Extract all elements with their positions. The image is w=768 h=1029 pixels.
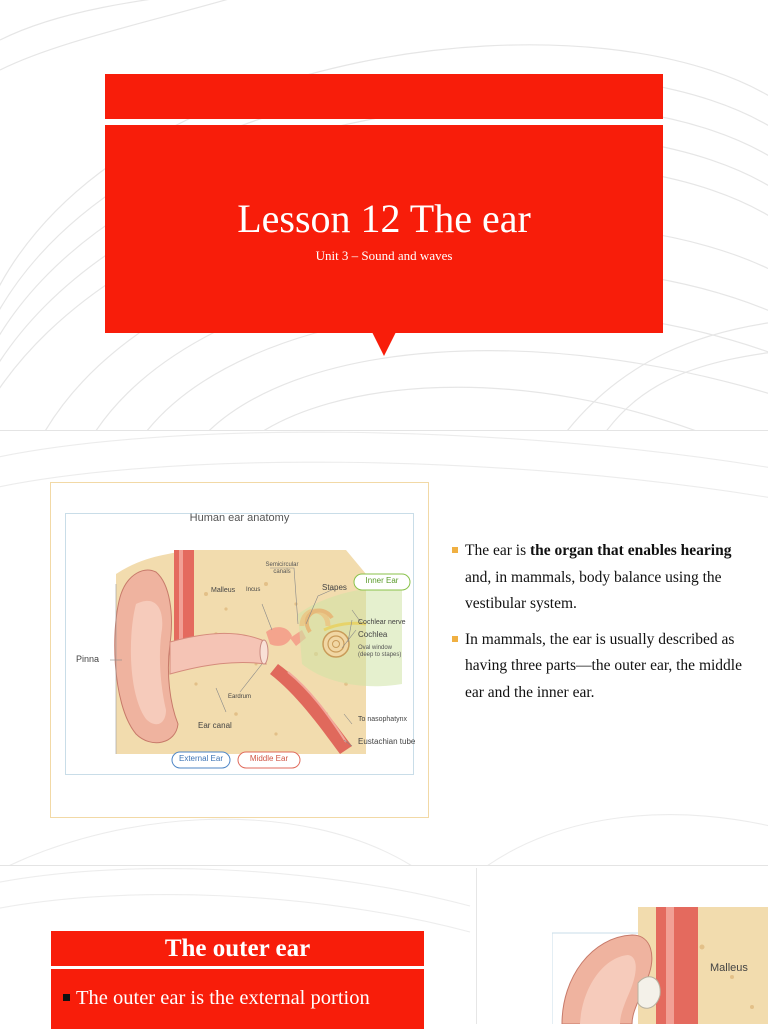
bullet-bold-text: the organ that enables hearing — [529, 542, 732, 559]
bullet-text: The ear is — [465, 542, 530, 559]
label-pinna: Pinna — [76, 654, 100, 664]
label-cochlea: Cochlea — [358, 630, 388, 639]
label-ear-canal: Ear canal — [198, 721, 232, 730]
bullet-item — [452, 538, 752, 618]
ear-anatomy-illustration — [66, 514, 416, 774]
label-semicircular-canals: Semicircular canals — [265, 562, 299, 575]
title-box — [105, 125, 663, 333]
bullet-marker — [452, 547, 458, 553]
bullet-marker — [452, 636, 458, 642]
ear-bullet-list — [452, 538, 752, 715]
bullet-marker — [63, 994, 70, 1001]
label-malleus: Malleus — [211, 587, 236, 594]
figure-title: Human ear anatomy — [189, 512, 290, 524]
title-top-band — [105, 74, 663, 119]
label-oval-window-note: (deep to stapes) — [358, 652, 402, 658]
slide-subtitle: Unit 3 – Sound and waves — [315, 248, 453, 263]
label-cochlear-nerve: Cochlear nerve — [358, 619, 406, 626]
slide-title: Lesson 12 The ear — [237, 196, 531, 241]
label-external-ear: External Ear — [178, 754, 224, 763]
bullet-item — [452, 627, 752, 707]
section-body — [51, 969, 424, 1029]
slide-column-divider — [476, 868, 477, 1024]
label-stapes: Stapes — [322, 583, 347, 592]
ear-anatomy-figure — [65, 513, 414, 775]
outer-ear-image-crop — [552, 907, 768, 1024]
label-incus: Incus — [246, 587, 261, 593]
ear-anatomy-frame — [50, 482, 429, 818]
label-nasopharynx: To nasophatynx — [358, 716, 408, 723]
label-eardrum: Eardrum — [228, 694, 252, 700]
title-pointer — [372, 332, 396, 356]
title-slide — [0, 0, 768, 430]
label-eustachian-tube: Eustachian tube — [358, 737, 416, 746]
label-inner-ear: Inner Ear — [365, 576, 399, 585]
bullet-text: In mammals, the ear is usually described as having three parts—the outer ear, the middle ear and the inner ear. — [465, 630, 742, 701]
bullet-text-end: and, in mammals, body balance using the vestibular system. — [465, 568, 722, 612]
label-oval-window: Oval window — [358, 645, 393, 651]
label-middle-ear: Middle Ear — [249, 754, 289, 763]
section-bullet-text: The outer ear is the external portion — [76, 987, 370, 1009]
section-heading: The outer ear — [51, 931, 424, 966]
label-malleus: Malleus — [710, 962, 748, 974]
